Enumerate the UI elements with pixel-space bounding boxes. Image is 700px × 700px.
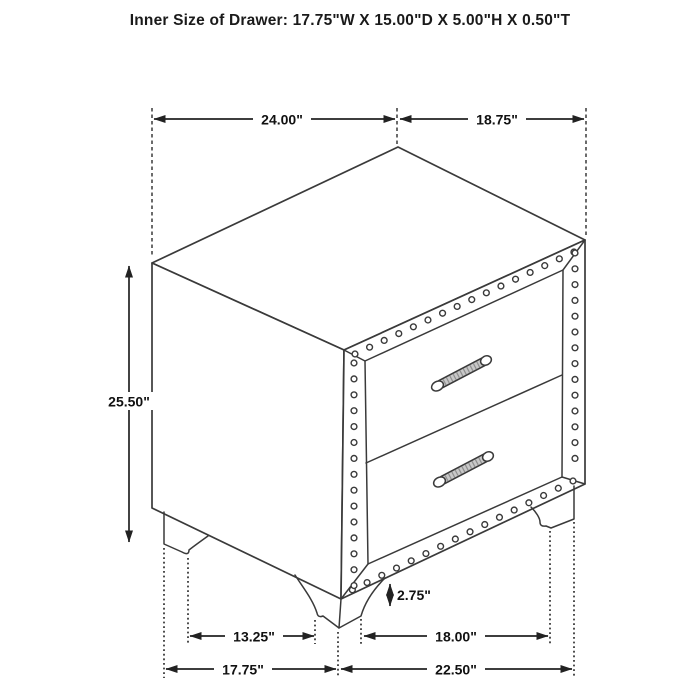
dim-base-span-left-label: 17.75"	[222, 661, 264, 678]
dim-base-span-left	[166, 660, 336, 678]
dim-top-depth-label: 18.75"	[476, 111, 518, 128]
dim-leg-height-label: 2.75"	[397, 587, 431, 603]
dim-inner-span-right-label: 18.00"	[435, 628, 477, 645]
dim-top-depth	[400, 110, 584, 128]
dim-leg-height	[390, 584, 435, 606]
dim-overall-height-label: 25.50"	[108, 393, 150, 410]
dim-top-width	[154, 110, 395, 128]
dim-base-span-right	[341, 660, 572, 678]
dim-inner-span-left	[190, 627, 314, 645]
dim-inner-span-left-label: 13.25"	[233, 628, 275, 645]
dim-base-span-right-label: 22.50"	[435, 661, 477, 678]
nightstand-drawing	[152, 147, 585, 628]
front-leg-corner-edge	[339, 599, 341, 628]
dim-top-width-label: 24.00"	[261, 111, 303, 128]
dim-overall-height	[99, 266, 159, 542]
page-title: Inner Size of Drawer: 17.75"W X 15.00"D X 5.00"H X 0.50"T	[129, 12, 571, 29]
dim-inner-span-right	[364, 627, 548, 645]
